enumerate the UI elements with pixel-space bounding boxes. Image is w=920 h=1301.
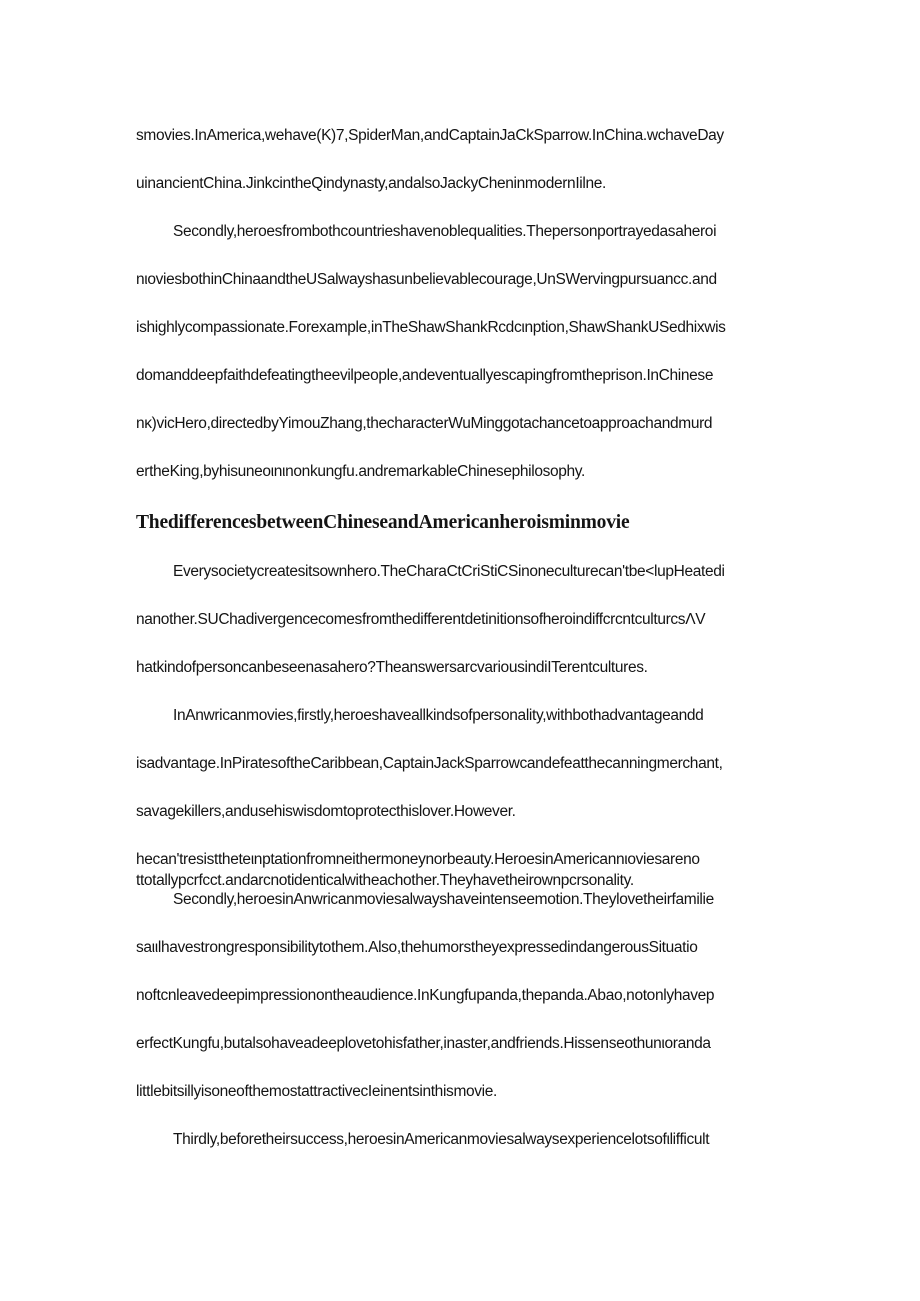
paragraph-line: hatkindofpersoncanbeseenasahero?TheanswersarcvariousindiITerentcultures. bbox=[136, 659, 648, 676]
section-heading: ThedifferencesbetweenChineseandAmericanheroisminmovie bbox=[136, 512, 630, 533]
paragraph-line: saιιlhavestrongresponsibilitytothem.Also,thehumorstheyexpressedindangerousSituatio bbox=[136, 939, 698, 956]
paragraph-line: isadvantage.InPiratesoftheCaribbean,CaptainJackSparrowcandefeatthecanningmerchant, bbox=[136, 755, 723, 772]
paragraph-line: ishighlycompassionate.Forexample,inTheShawShankRcdcιnption,ShawShankUSedhixwis bbox=[136, 319, 726, 336]
paragraph-line: nanother.SUChadivergencecomesfromthedifferentdetinitionsofheroindiffcrcntculturcsΛV bbox=[136, 611, 706, 628]
paragraph-line: Thirdly,beforetheirsuccess,heroesinAmericanmoviesalwaysexperiencelotsofιlifficult bbox=[173, 1131, 710, 1148]
paragraph-line: savagekillers,andusehiswisdomtoprotecthislover.However. bbox=[136, 803, 516, 820]
paragraph-line: domanddeepfaithdefeatingtheevilpeople,andeventuallyescapingfromtheprison.InChinese bbox=[136, 367, 714, 384]
paragraph-line: uinancientChina.JinkcintheQindynasty,andalsoJackyCheninmodernIilne. bbox=[136, 175, 606, 192]
paragraph-line: erfectKungfu,butalsohaveadeeplovetohisfather,inaster,andfriends.Hissenseothunιoranda bbox=[136, 1035, 711, 1052]
paragraph-line: ttotallypcrfcct.andarcnotidenticalwitheachother.Theyhavetheirownpcrsonality. bbox=[136, 872, 634, 889]
paragraph-line: noftcnleavedeepimpressionontheaudience.InKungfupanda,thepanda.Abao,notonlyhavep bbox=[136, 987, 715, 1004]
paragraph-line: Everysocietycreatesitsownhero.TheCharaCtCriStiCSinoneculturecan'tbe<lupHeatedi bbox=[173, 563, 725, 580]
paragraph-line: InAnwricanmovies,firstly,heroeshaveallkindsofpersonality,withbothadvantageandd bbox=[173, 707, 704, 724]
paragraph-line: nιoviesbothinChinaandtheUSalwayshasunbelievablecourage,UnSWervingpursuancc.and bbox=[136, 271, 717, 288]
paragraph-line: littlebitsillyisoneofthemostattractivecIeinentsinthismovie. bbox=[136, 1083, 497, 1100]
paragraph-line: ertheKing,byhisuneoιnιnonkungfu.andremarkableChinesephilosophy. bbox=[136, 463, 586, 480]
paragraph-line: hecan'tresisttheteιnptationfromneithermoneynorbeauty.HeroesinAmericannιoviesareno bbox=[136, 851, 700, 868]
paragraph-line: Secondly,heroesinAnwricanmoviesalwayshaveintenseemotion.Theylovetheirfamilie bbox=[173, 891, 714, 908]
paragraph-line: nκ)vicHero,directedbyYimouZhang,thecharacterWuMinggotachancetoapproachandmurd bbox=[136, 415, 713, 432]
paragraph-line: smovies.InAmerica,wehave(K)7,SpiderMan,andCaptainJaCkSparrow.InChina.wchaveDay bbox=[136, 127, 724, 144]
paragraph-line: Secondly,heroesfrombothcountrieshavenoblequalities.Thepersonportrayedasaheroi bbox=[173, 223, 717, 240]
